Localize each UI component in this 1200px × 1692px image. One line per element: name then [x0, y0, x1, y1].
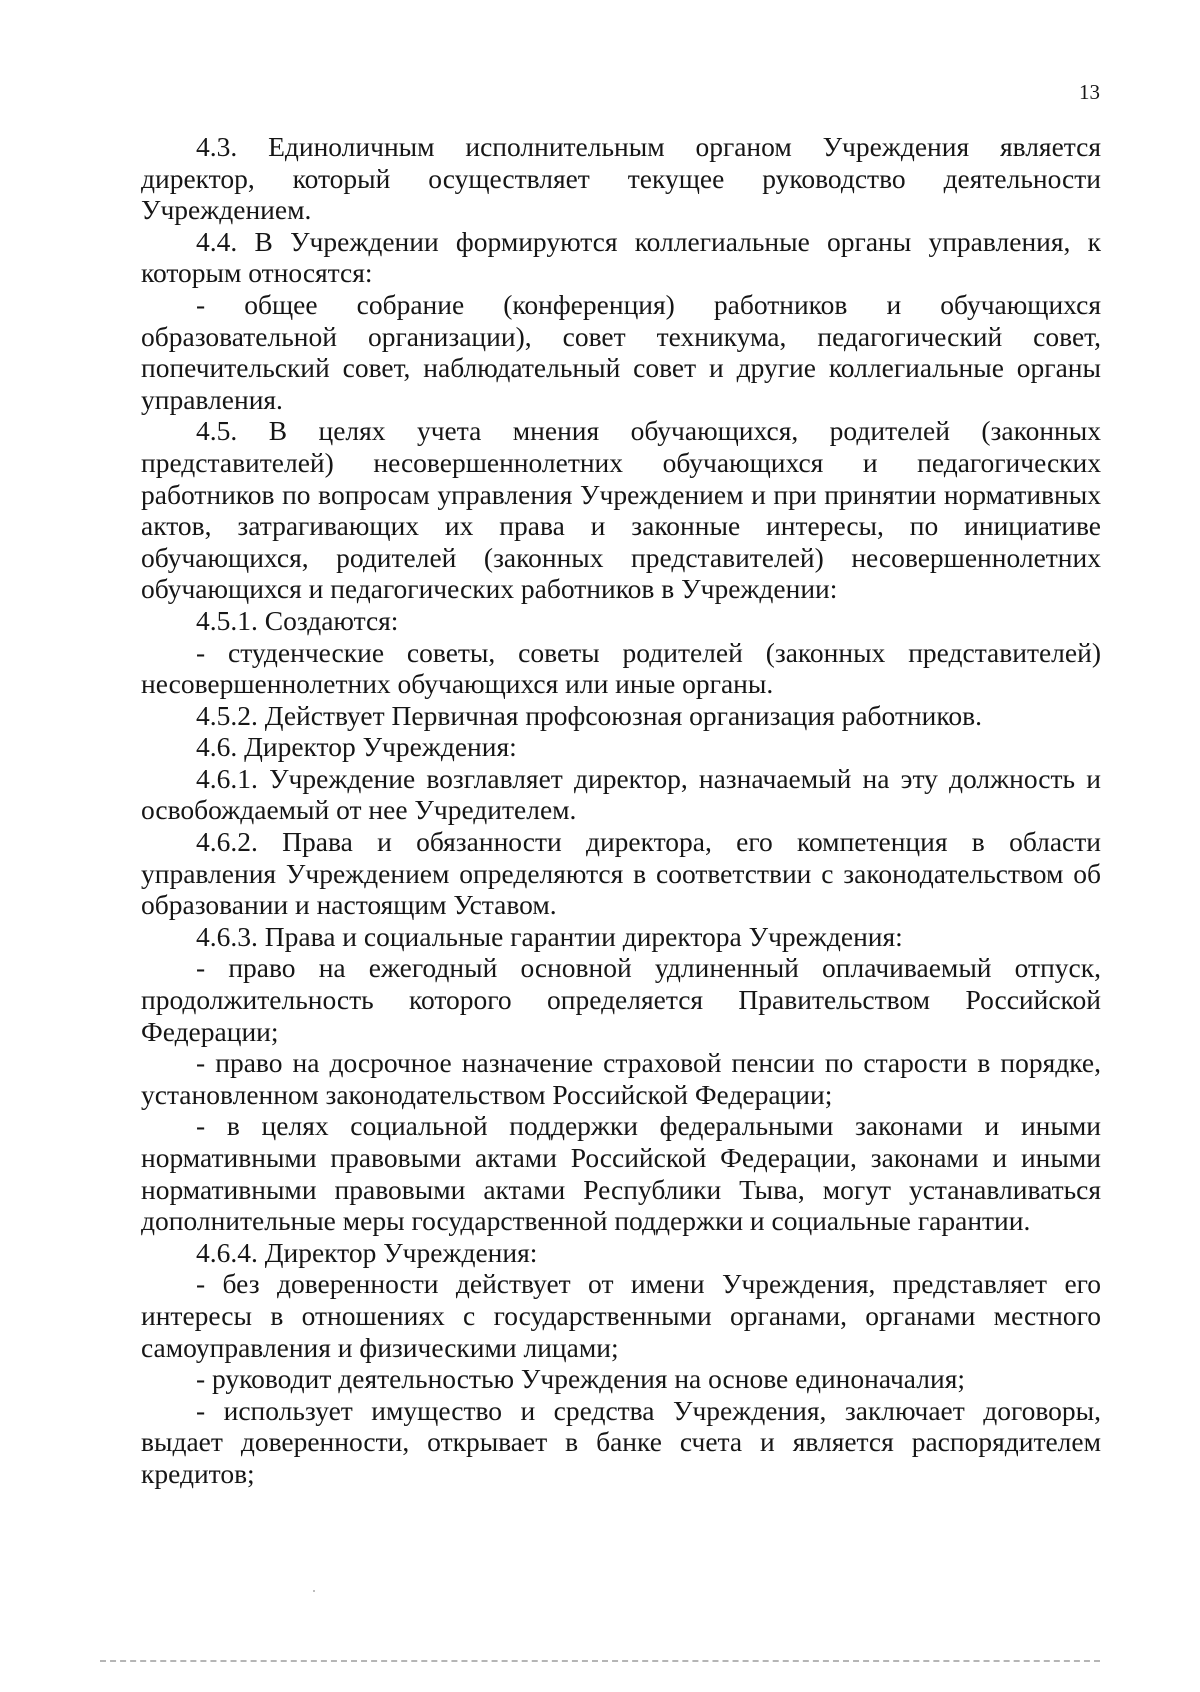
list-item-manages-activity: - руководит деятельностью Учреждения на основе единоначалия;	[196, 1363, 965, 1395]
scan-bottom-rule	[100, 1660, 1100, 1662]
paragraph-4-4: 4.4. В Учреждении формируются коллегиальные органы управления, к которым относятся:	[141, 225, 1101, 289]
paragraph-4-5: 4.5. В целях учета мнения обучающихся, родителей (законных представителей) несовершеннолетних обучающихся и педагогических работников по вопросам управления Учреждением и при принятии нормативных актов, затрагивающих их права и законные интересы, по инициативе обучающихся, родителей (законных представителей) несовершеннолетних обучающихся и педагогических работников в Учреждении:	[141, 415, 1101, 605]
list-item-student-councils: - студенческие советы, советы родителей (законных представителей) несовершеннолетних обучающихся или иные органы.	[141, 636, 1101, 700]
list-item-uses-property: - использует имущество и средства Учреждения, заключает договоры, выдает доверенности, открывает в банке счета и является распорядителем кредитов;	[141, 1394, 1101, 1489]
document-body	[141, 131, 1101, 1490]
paragraph-4-6-3: 4.6.3. Права и социальные гарантии директора Учреждения:	[196, 920, 903, 952]
paragraph-4-6-2: 4.6.2. Права и обязанности директора, его компетенция в области управления Учреждением определяются в соответствии с законодательством об образовании и настоящим Уставом.	[141, 826, 1101, 921]
paragraph-4-5-1: 4.5.1. Создаются:	[196, 604, 399, 636]
paragraph-4-6-1: 4.6.1. Учреждение возглавляет директор, назначаемый на эту должность и освобождаемый от нее Учредителем.	[141, 762, 1101, 826]
list-item-annual-leave: - право на ежегодный основной удлиненный оплачиваемый отпуск, продолжительность которого определяется Правительством Российской Федерации;	[141, 952, 1101, 1047]
paragraph-4-6: 4.6. Директор Учреждения:	[196, 731, 517, 763]
page-number: 13	[1079, 80, 1100, 104]
paragraph-4-6-4: 4.6.4. Директор Учреждения:	[196, 1236, 538, 1268]
scan-speck	[313, 1590, 315, 1592]
list-item-collegial-bodies: - общее собрание (конференция) работников и обучающихся образовательной организации), совет техникума, педагогический совет, попечительский совет, наблюдательный совет и другие коллегиальные органы управления.	[141, 288, 1101, 415]
paragraph-4-5-2: 4.5.2. Действует Первичная профсоюзная организация работников.	[196, 699, 982, 731]
list-item-social-support: - в целях социальной поддержки федеральными законами и иными нормативными правовыми актами Российской Федерации, законами и иными нормативными правовыми актами Республики Тыва, могут устанавливаться дополнительные меры государственной поддержки и социальные гарантии.	[141, 1110, 1101, 1237]
list-item-acts-without-proxy: - без доверенности действует от имени Учреждения, представляет его интересы в отношениях с государственными органами, органами местного самоуправления и физическими лицами;	[141, 1268, 1101, 1363]
paragraph-4-3: 4.3. Единоличным исполнительным органом Учреждения является директор, который осуществляет текущее руководство деятельности Учреждением.	[141, 131, 1101, 226]
list-item-early-pension: - право на досрочное назначение страховой пенсии по старости в порядке, установленном законодательством Российской Федерации;	[141, 1047, 1101, 1110]
